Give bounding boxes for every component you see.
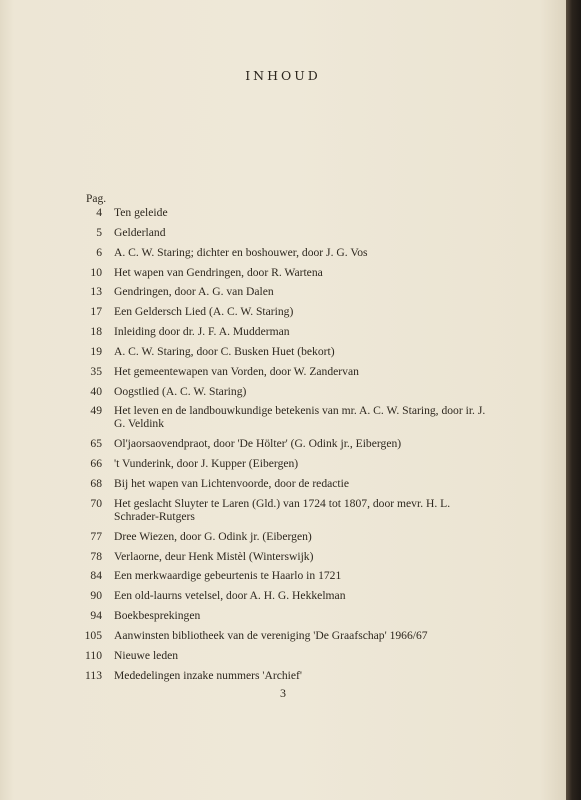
toc-page-number: 113 — [85, 668, 102, 682]
toc-entry-title: A. C. W. Staring; dichter en boshouwer, door J. G. Vos — [114, 245, 368, 259]
toc-page-number: 65 — [90, 437, 102, 451]
toc-entry — [72, 285, 492, 298]
book-spine-shadow — [566, 0, 581, 800]
toc-entry-title: Ten geleide — [114, 206, 168, 219]
toc-entry — [72, 226, 492, 239]
toc-page-number: 84 — [90, 569, 102, 583]
toc-entry-title: Bij het wapen van Lichtenvoorde, door de redactie — [114, 476, 350, 490]
toc-entry-title: Verlaorne, deur Henk Mistèl (Winterswijk) — [114, 549, 314, 563]
toc-page-number: 110 — [85, 648, 102, 662]
page-column-label: Pag. — [86, 193, 107, 205]
toc-entry — [72, 385, 492, 398]
toc-entry — [72, 404, 492, 430]
toc-page-number: 10 — [90, 265, 102, 279]
toc-entry-title: Een merkwaardige gebeurtenis te Haarlo in 1721 — [114, 569, 342, 583]
toc-entry-title: Nieuwe leden — [114, 648, 179, 662]
toc-entry-title: Ol'jaorsaovendpraot, door 'De Hölter' (G. Odink jr., Eibergen) — [114, 437, 402, 451]
toc-entry-title: 't Vunderink, door J. Kupper (Eibergen) — [114, 457, 299, 471]
toc-entry-title: Aanwinsten bibliotheek van de vereniging 'De Graafschap' 1966/67 — [114, 628, 428, 642]
toc-entry — [72, 609, 492, 622]
toc-entry — [72, 530, 492, 543]
page-title: INHOUD — [245, 68, 321, 83]
toc-entry-title: Oogstlied (A. C. W. Staring) — [114, 384, 247, 398]
toc-entry — [72, 246, 492, 259]
toc-page-number: 19 — [90, 344, 102, 358]
toc-entry — [72, 437, 492, 450]
toc-page-number: 90 — [90, 589, 102, 603]
toc-entry-title: Een Geldersch Lied (A. C. W. Staring) — [114, 305, 294, 319]
toc-entry — [72, 206, 492, 219]
toc-entry — [72, 477, 492, 490]
toc-page-number: 40 — [90, 384, 102, 398]
toc-entry-title: Inleiding door dr. J. F. A. Mudderman — [114, 325, 290, 339]
toc-entry-title: Gendringen, door A. G. van Dalen — [114, 285, 274, 299]
toc-page-number: 13 — [90, 285, 102, 299]
table-of-contents — [72, 206, 492, 688]
toc-entry — [72, 589, 492, 602]
toc-entry — [72, 325, 492, 338]
toc-page-number: 70 — [90, 496, 102, 510]
toc-entry-title: Gelderland — [114, 225, 166, 239]
toc-entry — [72, 457, 492, 470]
toc-entry-title: Het gemeentewapen van Vorden, door W. Zandervan — [114, 364, 359, 378]
toc-entry-title: Boekbesprekingen — [114, 609, 201, 623]
toc-page-number: 6 — [96, 245, 102, 259]
toc-entry — [72, 569, 492, 582]
toc-page-number: 105 — [84, 628, 102, 642]
toc-page-number: 5 — [96, 225, 102, 239]
toc-page-number: 78 — [90, 549, 102, 563]
toc-entry — [72, 266, 492, 279]
toc-entry-title: Een old-laurns vetelsel, door A. H. G. Hekkelman — [114, 589, 346, 603]
toc-entry — [72, 649, 492, 662]
toc-page-number: 94 — [90, 609, 102, 623]
toc-entry-title: Het geslacht Sluyter te Laren (Gld.) van 1724 tot 1807, door mevr. H. L. Schrader-Rutgers — [114, 496, 451, 523]
toc-page-number: 35 — [90, 364, 102, 378]
toc-page-number: 4 — [96, 206, 102, 219]
toc-entry-title: Het leven en de landbouwkundige betekenis van mr. A. C. W. Staring, door ir. J. G. Veldink — [114, 404, 486, 431]
toc-entry-title: A. C. W. Staring, door C. Busken Huet (bekort) — [114, 344, 335, 358]
toc-entry-title: Dree Wiezen, door G. Odink jr. (Eibergen) — [114, 529, 312, 543]
page-number: 3 — [280, 686, 286, 700]
toc-entry — [72, 669, 492, 682]
toc-entry — [72, 365, 492, 378]
toc-entry-title: Mededelingen inzake nummers 'Archief' — [114, 668, 302, 682]
toc-page-number: 18 — [90, 325, 102, 339]
toc-entry — [72, 497, 492, 523]
toc-entry-title: Het wapen van Gendringen, door R. Wartena — [114, 265, 323, 279]
toc-page-number: 49 — [90, 404, 102, 418]
toc-page-number: 66 — [90, 457, 102, 471]
toc-page-number: 77 — [90, 529, 102, 543]
toc-entry — [72, 345, 492, 358]
toc-entry — [72, 305, 492, 318]
toc-page-number: 68 — [90, 476, 102, 490]
toc-entry — [72, 550, 492, 563]
toc-page-number: 17 — [90, 305, 102, 319]
toc-entry — [72, 629, 492, 642]
